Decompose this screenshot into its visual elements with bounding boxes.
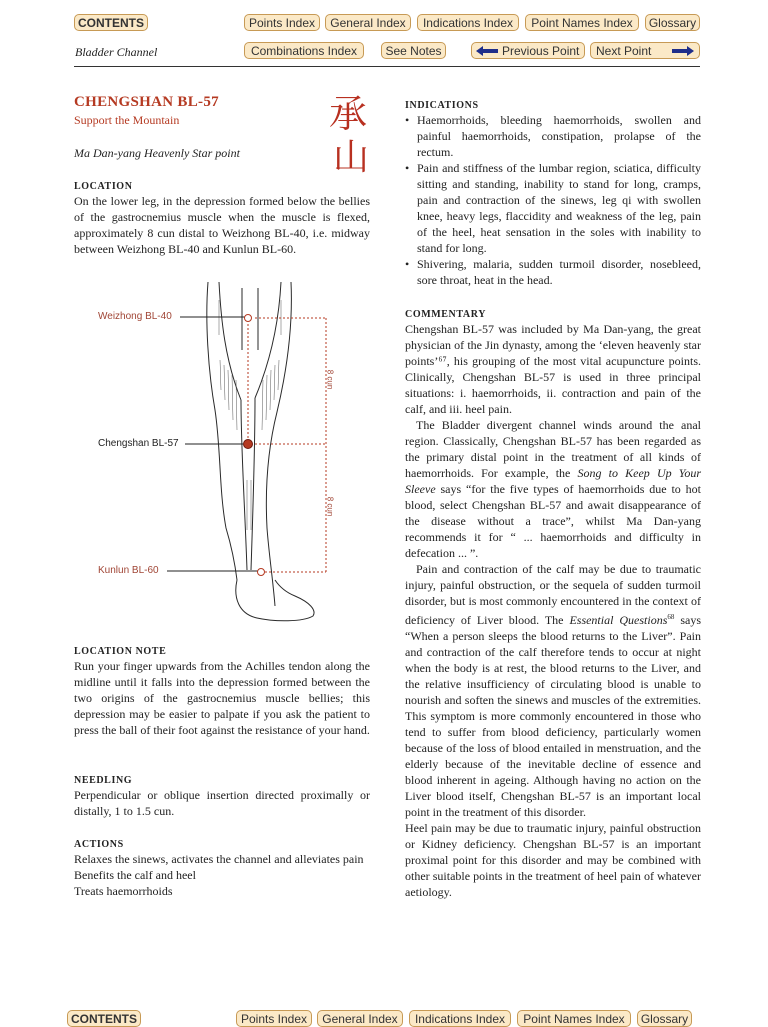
actions-list — [74, 851, 370, 899]
general-index-button[interactable]: General Index — [325, 14, 411, 31]
measure-lower: 8 cun — [325, 496, 335, 517]
needling-text: Perpendicular or oblique insertion directed proximally or distally, 1 to 1.5 cun. — [74, 788, 370, 818]
arrow-left-icon — [475, 45, 499, 57]
indications-index-button[interactable]: Indications Index — [417, 14, 519, 31]
label-kunlun: Kunlun BL-60 — [98, 565, 159, 576]
leg-figure — [95, 280, 345, 630]
indication-item: • Shivering, malaria, sudden turmoil disorder, nosebleed, sore throat, heat in the head. — [405, 256, 701, 288]
location-note-heading: LOCATION NOTE — [74, 646, 167, 657]
indications-list — [405, 112, 701, 288]
points-index-button-bottom[interactable]: Points Index — [236, 1010, 312, 1027]
needling-heading: NEEDLING — [74, 775, 133, 786]
commentary-paragraph-3: Pain and contraction of the calf may be due to traumatic injury, painful obstruction, or the sequela of sudden turmoil disorder, but is most commonly encountered in the context of deficiency of Liver blood. The Essential Questions$^{68}$ says “When a person sleeps the blood returns to the Liver”. Pain and contraction of the calf therefore tends to occur at night when the body is at rest, the blood returns to the Liver, and the relative insufficiency of circulating blood is unable to nourish and soften the sinews and muscles of the extremities. This symptom is more commonly encountered in those who tend to suffer from blood deficiency, particularly women because of the loss of blood entailed in menstruation, and the elderly because of the inevitable decline of essence and blood inherent in ageing. Although having no action on the Liver blood itself, Chengshan BL-57 is an important local point in the treatment of this disorder. — [405, 562, 701, 819]
location-text: On the lower leg, in the depression formed below the bellies of the gastrocnemius muscle when the muscle is flexed, approximately 8 cun distal to Weizhong BL-40, i.e. midway between Weizhong BL-40 and Kunlun BL-60. — [74, 194, 370, 256]
point-title: CHENGSHAN BL-57 — [74, 94, 219, 110]
commentary-heading: COMMENTARY — [405, 309, 487, 320]
point-names-index-button-bottom[interactable]: Point Names Index — [517, 1010, 631, 1027]
running-head: Bladder Channel — [75, 45, 158, 59]
action-item: Benefits the calf and heel — [74, 868, 196, 882]
actions-heading: ACTIONS — [74, 839, 124, 850]
commentary-paragraph-1: Chengshan BL-57 was included by Ma Dan-yang, the great physician of the Jin dynasty, among the ‘eleven heavenly star points’⁶⁷, his grouping of the most vital acupuncture points. Clinically, Chengshan BL-57 is used in three principal situations: i. haemorrhoids, ii. contraction and pain of the calf, and iii. heel pain. — [405, 322, 701, 416]
indications-heading: INDICATIONS — [405, 100, 479, 111]
contents-button-bottom[interactable]: CONTENTS — [67, 1010, 141, 1027]
label-chengshan: Chengshan BL-57 — [98, 438, 179, 449]
point-names-index-button[interactable]: Point Names Index — [525, 14, 639, 31]
location-heading: LOCATION — [74, 181, 133, 192]
action-item: Treats haemorrhoids — [74, 884, 173, 898]
indication-item: • Haemorrhoids, bleeding haemorrhoids, swollen and painful haemorrhoids, constipation, prolapse of the rectum. — [405, 112, 701, 160]
arrow-right-icon — [671, 45, 695, 57]
indications-index-button-bottom[interactable]: Indications Index — [409, 1010, 511, 1027]
general-index-button-bottom[interactable]: General Index — [317, 1010, 403, 1027]
glossary-button-bottom[interactable]: Glossary — [637, 1010, 692, 1027]
label-weizhong: Weizhong BL-40 — [98, 311, 172, 322]
see-notes-button[interactable]: See Notes — [381, 42, 446, 59]
commentary-paragraph-2: The Bladder divergent channel winds around the anal region. Classically, Chengshan BL-57 has been regarded as the primary distal point in the treatment of all kinds of haemorrhoids. For example, the Song to Keep Up Your Sleeve says “for the five types of haemorrhoids due to hot blood, select Chengshan BL-57 and await disappearance of the disease without a trace”, whilst Ma Dan-yang recommends it for “ ... haemorrhoids and difficulty in defecation ... ”. — [405, 418, 701, 560]
combinations-index-button[interactable]: Combinations Index — [244, 42, 364, 59]
commentary-paragraph-4: Heel pain may be due to traumatic injury, painful obstruction or Kidney deficiency. Chengshan BL-57 is an important proximal point for this disorder and may be combined with other suitable points in the treatment of heel pain of whatever aetiology. — [405, 821, 701, 899]
previous-point-label: Previous Point — [502, 44, 580, 58]
header-rule — [74, 66, 700, 67]
glossary-button[interactable]: Glossary — [645, 14, 700, 31]
chinese-char-2: 山 — [333, 137, 370, 177]
indication-item: • Pain and stiffness of the lumbar region, sciatica, difficulty sitting and standing, inability to stand for long, cramps, pain and contraction of the sinews, leg qi with swollen knee, heavy legs, flaccidity and weakness of the leg, pain of the heel, heat sensation in the soles with inability to stand for long. — [405, 160, 701, 256]
point-subtitle: Support the Mountain — [74, 113, 180, 127]
next-point-button[interactable] — [590, 42, 700, 59]
points-index-button[interactable]: Points Index — [244, 14, 320, 31]
next-point-label: Next Point — [596, 44, 652, 58]
star-point-note: Ma Dan-yang Heavenly Star point — [74, 146, 240, 160]
action-item: Relaxes the sinews, activates the channel and alleviates pain — [74, 852, 364, 866]
previous-point-button[interactable] — [471, 42, 585, 59]
contents-button[interactable]: CONTENTS — [74, 14, 148, 31]
measure-upper: 8 cun — [325, 369, 335, 390]
commentary-text — [405, 321, 701, 900]
location-note-text: Run your finger upwards from the Achilles tendon along the midline until it falls into the depression formed between the two origins of the gastrocnemius muscle bellies; this depression may be easier to palpate if you ask the patient to press the ball of their foot against the resistance of your hand. — [74, 659, 370, 737]
chinese-char-1: 承 — [329, 94, 368, 136]
